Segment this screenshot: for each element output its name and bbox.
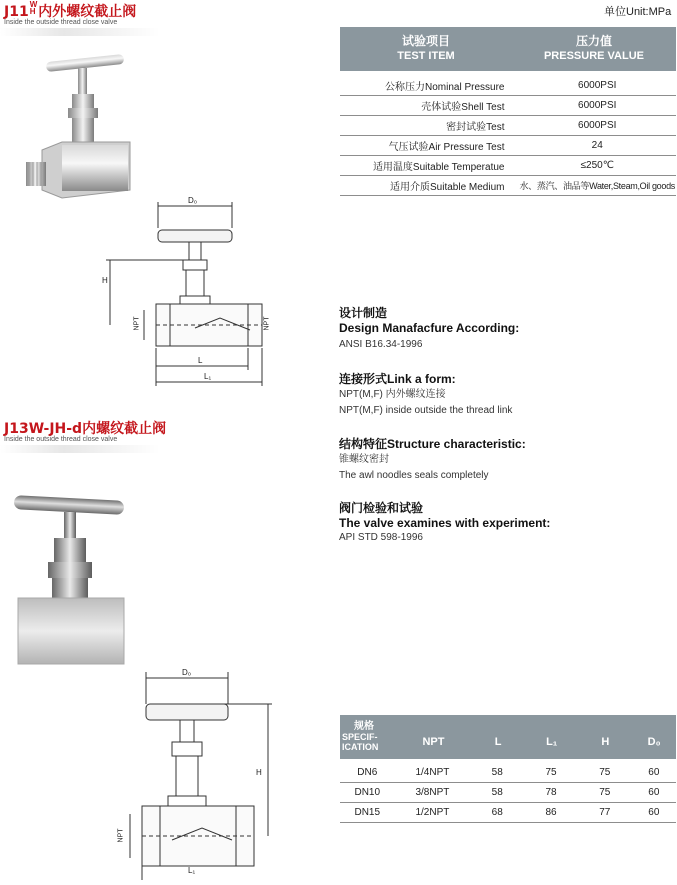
test-table-row	[340, 156, 676, 176]
spec-h-cell: 77	[578, 803, 632, 823]
spec-header-spec-cn: 规格	[354, 721, 374, 732]
test-value-cell: 24	[518, 136, 676, 156]
test-table-row	[340, 116, 676, 136]
spec-table-row	[340, 763, 676, 783]
product1-subtitle: Inside the outside thread close valve	[4, 19, 118, 26]
spec-l1-cell: 86	[524, 803, 578, 823]
product2-title-underline	[0, 445, 160, 453]
section-test-line-1: API STD 598-1996	[339, 532, 423, 543]
spec-l-cell: 58	[470, 763, 524, 783]
product2-drawing	[112, 668, 282, 880]
test-table-header-item	[340, 27, 512, 71]
product1-title-sub: H	[29, 7, 36, 16]
spec-table-header	[340, 715, 676, 759]
spec-d0-cell: 60	[632, 783, 676, 803]
product2-label-h: H	[256, 768, 262, 777]
test-table-row	[340, 76, 676, 96]
spec-dn-cell: DN6	[340, 763, 395, 783]
spec-header-h: H	[601, 736, 610, 748]
spec-header-l: L	[494, 736, 502, 748]
unit-label: 单位Unit:MPa	[604, 6, 672, 18]
spec-d0-cell: 60	[632, 803, 676, 823]
spec-header-d0: D₀	[647, 736, 661, 748]
product1-title	[4, 1, 136, 21]
spec-header-l1: L₁	[546, 736, 558, 748]
section-design-heading-en: Design Manafacfure According:	[339, 321, 520, 335]
spec-table-row	[340, 783, 676, 803]
section-test	[339, 499, 550, 546]
spec-l-cell: 68	[470, 803, 524, 823]
section-design-line-1: ANSI B16.34-1996	[339, 339, 423, 350]
test-value-cell: 6000PSI	[518, 76, 676, 96]
section-structure-heading: 结构特征Structure characteristic:	[339, 437, 526, 451]
test-value-cell: 6000PSI	[518, 96, 676, 116]
spec-l1-cell: 75	[524, 763, 578, 783]
spec-table-body	[340, 763, 676, 823]
spec-l1-cell: 78	[524, 783, 578, 803]
test-item-cell: 密封试验Test	[340, 116, 518, 136]
section-structure-line-2: The awl noodles seals completely	[339, 470, 489, 481]
test-table-row	[340, 176, 676, 196]
section-link-heading: 连接形式Link a form:	[339, 372, 456, 386]
product1-title-rest: 内外螺纹截止阀	[38, 4, 137, 20]
section-test-heading-cn: 阀门检验和试验	[339, 501, 424, 515]
product1-drawing	[100, 198, 270, 390]
section-structure	[339, 435, 526, 484]
test-table-header-value-en: PRESSURE VALUE	[543, 50, 645, 62]
test-table-header-item-en: TEST ITEM	[397, 50, 455, 62]
spec-header-spec-en1: SPECIF-	[342, 732, 378, 742]
product2-photo	[10, 488, 140, 668]
test-value-cell: ≤250℃	[518, 156, 676, 176]
spec-dn-cell: DN15	[340, 803, 395, 823]
product2-label-npt: NPT	[117, 828, 125, 843]
product1-label-npt-left: NPT	[133, 316, 141, 331]
spec-l-cell: 58	[470, 783, 524, 803]
spec-d0-cell: 60	[632, 763, 676, 783]
product1-drawing-lines	[100, 198, 270, 390]
spec-table-row	[340, 803, 676, 823]
test-item-cell: 气压试验Air Pressure Test	[340, 136, 518, 156]
section-link-line-1: NPT(M,F) 内外螺纹连接	[339, 389, 446, 400]
section-link-line-2: NPT(M,F) inside outside the thread link	[339, 405, 513, 416]
test-item-cell: 适用温度Suitable Temperatue	[340, 156, 518, 176]
spec-dn-cell: DN10	[340, 783, 395, 803]
spec-header-spec-en2: ICATION	[342, 742, 379, 752]
test-table-header	[340, 27, 676, 71]
test-item-cell: 公称压力Nominal Pressure	[340, 76, 518, 96]
test-value-cell: 水、蒸汽、油品等Water,Steam,Oil goods	[518, 176, 676, 196]
test-table	[340, 27, 676, 196]
section-link	[339, 370, 512, 419]
product2-label-l1: L₁	[188, 866, 196, 875]
test-table-row	[340, 96, 676, 116]
test-table-header-value	[512, 27, 676, 71]
spec-header-npt: NPT	[422, 736, 445, 748]
spec-npt-cell: 1/2NPT	[395, 803, 471, 823]
spec-table	[340, 715, 676, 823]
test-table-row	[340, 136, 676, 156]
product2-subtitle: Inside the outside thread close valve	[4, 436, 118, 443]
spec-h-cell: 75	[578, 783, 632, 803]
product1-photo	[22, 50, 162, 210]
section-structure-line-1: 锥螺纹密封	[339, 454, 389, 465]
product1-title-prefix: J11	[4, 4, 29, 20]
product1-label-l1: L₁	[204, 372, 212, 381]
product1-label-l: L	[198, 356, 203, 365]
test-item-cell: 壳体试验Shell Test	[340, 96, 518, 116]
product1-label-d0: D₀	[188, 196, 198, 205]
spec-npt-cell: 3/8NPT	[395, 783, 471, 803]
section-design-heading-cn: 设计制造	[339, 306, 388, 320]
product1-title-underline	[0, 28, 160, 36]
product1-title-sup: W	[29, 0, 38, 9]
test-value-cell: 6000PSI	[518, 116, 676, 136]
product1-label-h: H	[102, 276, 108, 285]
product1-label-npt-right: NPT	[263, 316, 271, 331]
test-item-cell: 适用介质Suitable Medium	[340, 176, 518, 196]
section-test-heading-en: The valve examines with experiment:	[339, 516, 551, 530]
test-table-header-item-cn: 试验项目	[401, 34, 450, 48]
spec-header-spec	[340, 722, 396, 752]
test-table-body	[340, 76, 676, 196]
spec-h-cell: 75	[578, 763, 632, 783]
product2-title: J13W-JH-d内螺纹截止阀	[4, 421, 167, 437]
product2-label-d0: D₀	[182, 668, 192, 677]
test-table-header-value-cn: 压力值	[575, 34, 612, 48]
spec-npt-cell: 1/4NPT	[395, 763, 471, 783]
section-design	[339, 304, 519, 353]
